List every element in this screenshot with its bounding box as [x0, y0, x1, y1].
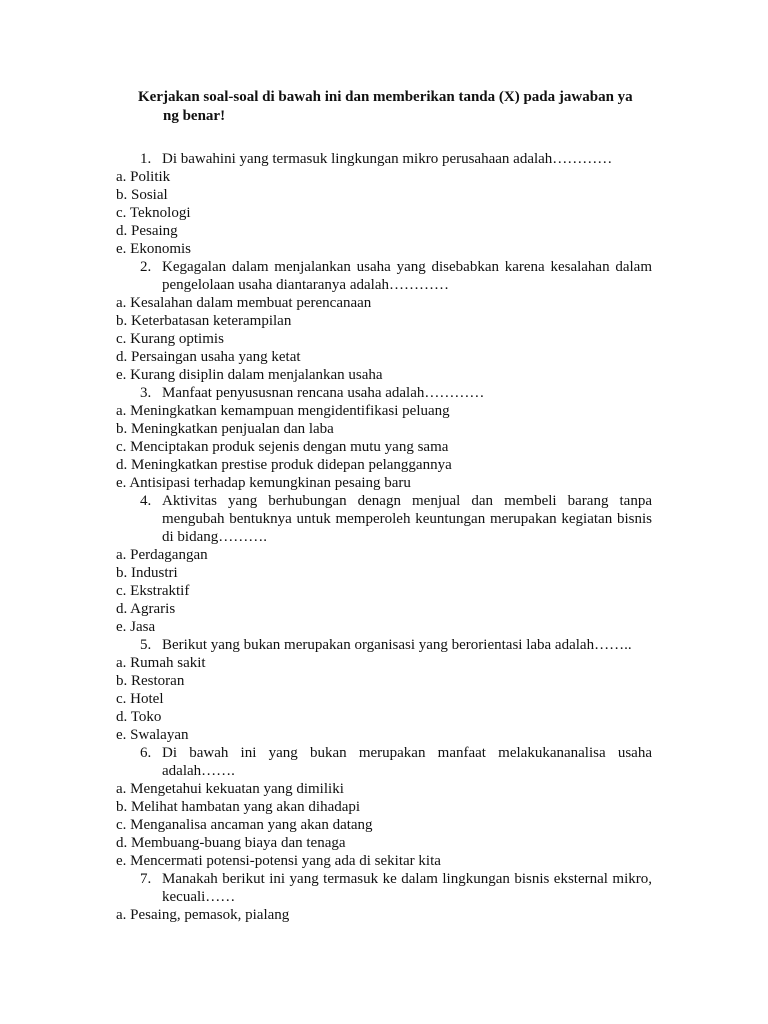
option-5c: c. Hotel	[116, 691, 164, 707]
option-3b: b. Meningkatkan penjualan dan laba	[116, 421, 334, 437]
question-text: Kegagalan dalam menjalankan usaha yang disebabkan karena kesalahan dalam pengelolaan usaha diantaranya adalah…………	[162, 259, 652, 293]
option-1d: d. Pesaing	[116, 223, 178, 239]
option-2d: d. Persaingan usaha yang ketat	[116, 349, 301, 365]
question-list	[0, 150, 768, 924]
option-6c: c. Menganalisa ancaman yang akan datang	[116, 817, 373, 833]
question-number: 7.	[140, 871, 152, 887]
question-number: 3.	[140, 385, 152, 401]
question-6	[140, 744, 652, 780]
question-number: 1.	[140, 151, 152, 167]
question-text: Manfaat penyususnan rencana usaha adalah…………	[162, 385, 485, 401]
option-5b: b. Restoran	[116, 673, 185, 689]
question-number: 2.	[140, 259, 152, 275]
option-2c: c. Kurang optimis	[116, 331, 224, 347]
question-7	[140, 870, 652, 906]
option-3a: a. Meningkatkan kemampuan mengidentifikasi peluang	[116, 403, 450, 419]
question-3	[140, 384, 652, 402]
option-1c: c. Teknologi	[116, 205, 191, 221]
option-6e: e. Mencermati potensi-potensi yang ada di sekitar kita	[116, 853, 441, 869]
question-1	[140, 150, 652, 168]
option-1a: a. Politik	[116, 169, 171, 185]
option-6d: d. Membuang-buang biaya dan tenaga	[116, 835, 346, 851]
option-2a: a. Kesalahan dalam membuat perencanaan	[116, 295, 372, 311]
question-2	[140, 258, 652, 294]
option-1b: b. Sosial	[116, 187, 168, 203]
question-number: 4.	[140, 493, 152, 509]
question-number: 5.	[140, 637, 152, 653]
option-4a: a. Perdagangan	[116, 547, 208, 563]
option-6b: b. Melihat hambatan yang akan dihadapi	[116, 799, 361, 815]
option-2b: b. Keterbatasan keterampilan	[116, 313, 292, 329]
option-3e: e. Antisipasi terhadap kemungkinan pesaing baru	[116, 475, 411, 491]
question-text: Di bawah ini yang bukan merupakan manfaat melakukananalisa usaha adalah…….	[162, 745, 652, 779]
question-4	[140, 492, 652, 546]
question-5	[140, 636, 652, 654]
instruction-line-1: Kerjakan soal-soal di bawah ini dan memberikan tanda (X) pada jawaban ya	[138, 89, 633, 105]
instruction-heading	[138, 88, 658, 126]
option-4b: b. Industri	[116, 565, 178, 581]
question-number: 6.	[140, 745, 152, 761]
instruction-line-2: ng benar!	[163, 108, 226, 124]
option-1e: e. Ekonomis	[116, 241, 191, 257]
option-3c: c. Menciptakan produk sejenis dengan mutu yang sama	[116, 439, 449, 455]
question-text: Aktivitas yang berhubungan denagn menjual dan membeli barang tanpa mengubah bentuknya untuk memperoleh keuntungan merupakan kegiatan bisnis di bidang……….	[162, 493, 652, 545]
option-5a: a. Rumah sakit	[116, 655, 206, 671]
option-2e: e. Kurang disiplin dalam menjalankan usaha	[116, 367, 383, 383]
option-5d: d. Toko	[116, 709, 162, 725]
option-4c: c. Ekstraktif	[116, 583, 190, 599]
option-6a: a. Mengetahui kekuatan yang dimiliki	[116, 781, 344, 797]
option-7a: a. Pesaing, pemasok, pialang	[116, 907, 290, 923]
question-text: Di bawahini yang termasuk lingkungan mikro perusahaan adalah…………	[162, 151, 613, 167]
question-text: Manakah berikut ini yang termasuk ke dalam lingkungan bisnis eksternal mikro, kecuali……	[162, 871, 652, 905]
option-4e: e. Jasa	[116, 619, 156, 635]
option-3d: d. Meningkatkan prestise produk didepan pelanggannya	[116, 457, 452, 473]
question-text: Berikut yang bukan merupakan organisasi yang berorientasi laba adalah……..	[162, 637, 632, 653]
option-5e: e. Swalayan	[116, 727, 189, 743]
option-4d: d. Agraris	[116, 601, 176, 617]
